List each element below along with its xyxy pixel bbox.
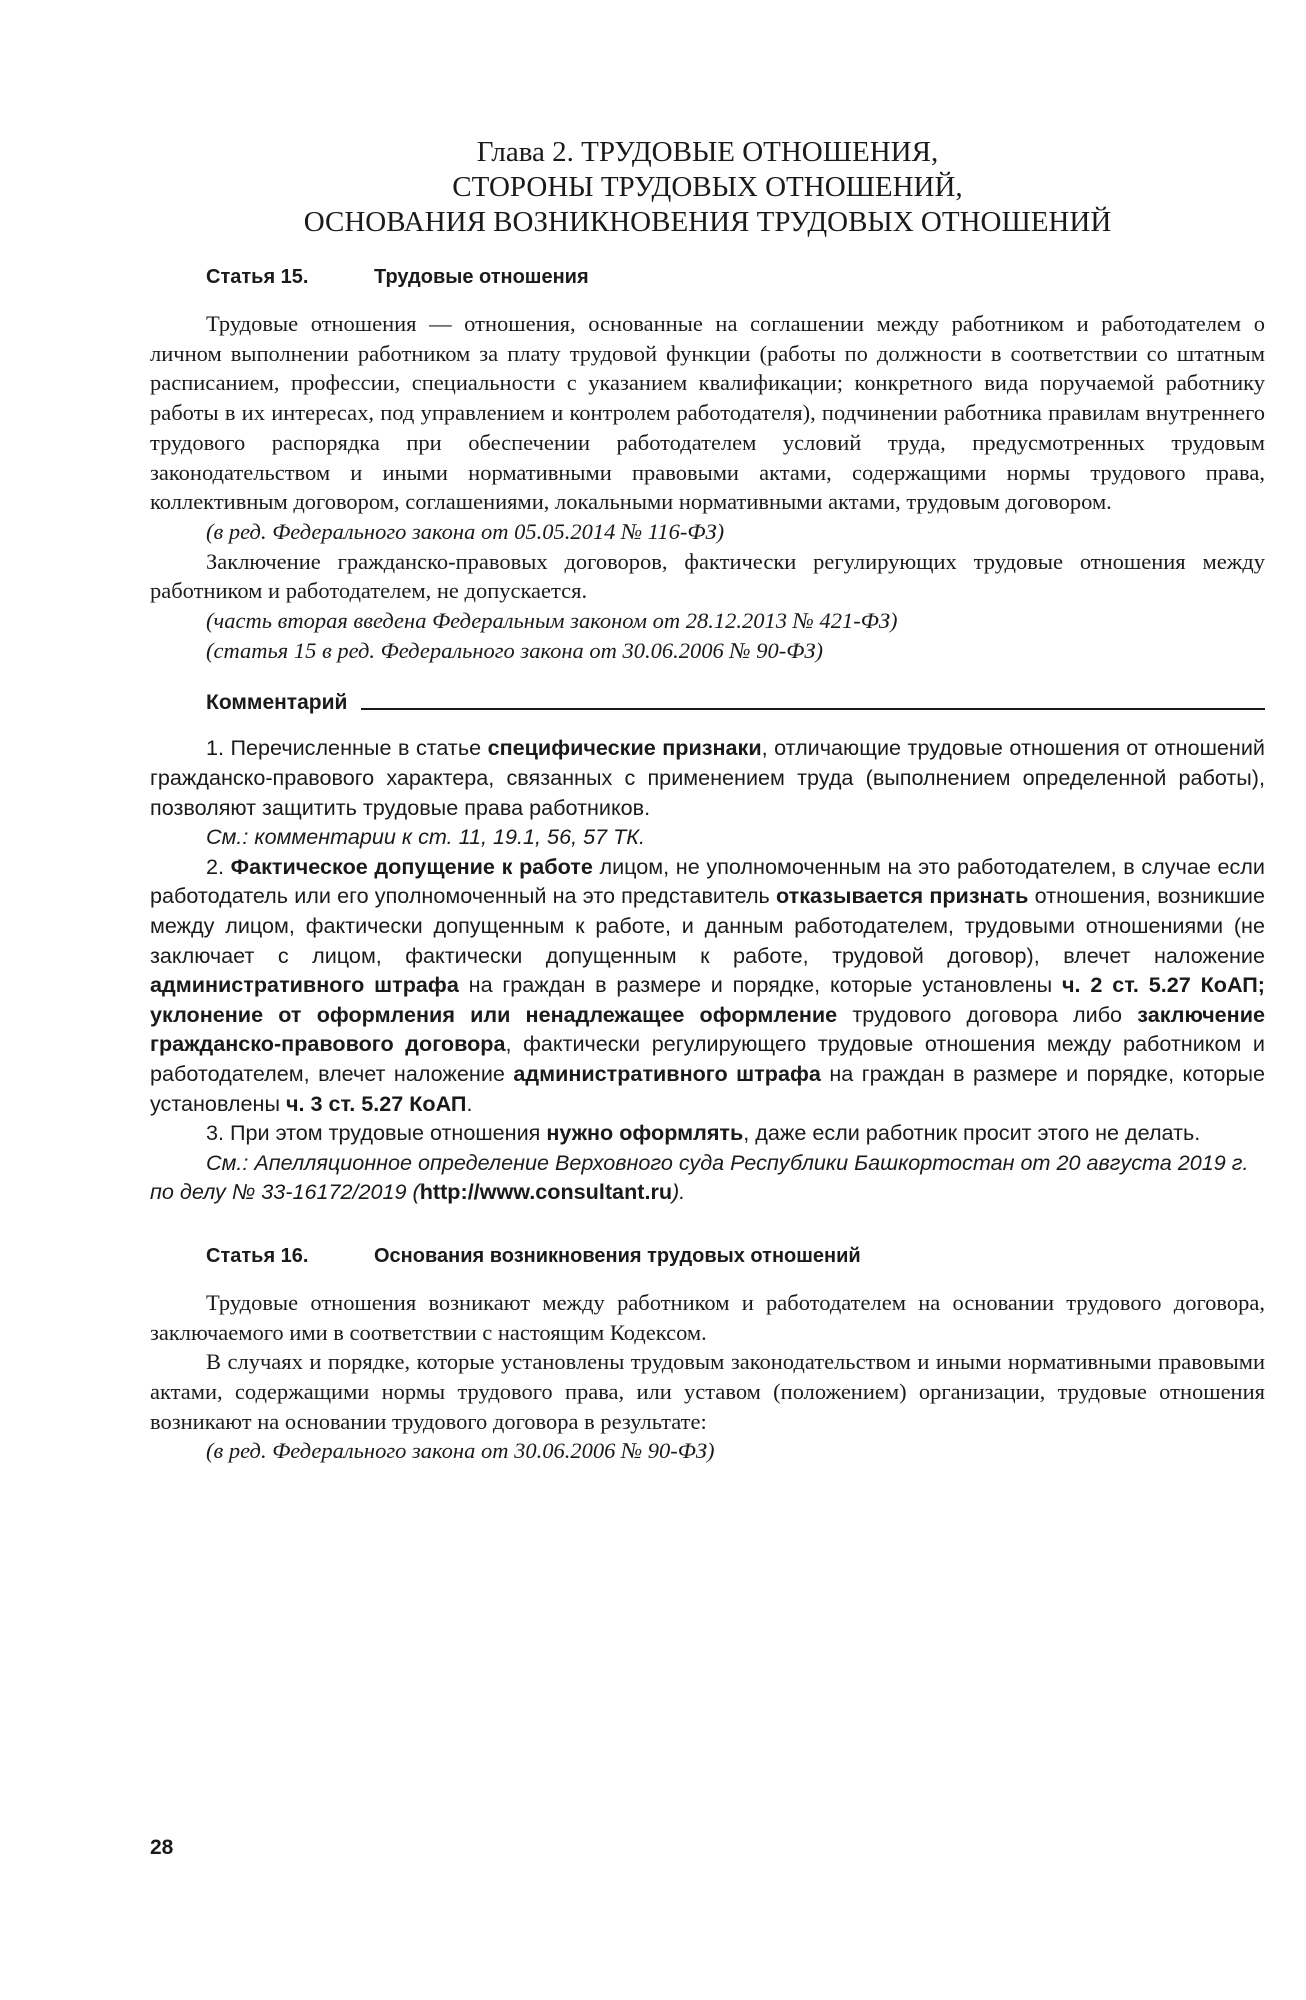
amendment-note: (в ред. Федерального закона от 05.05.2014 № 116-ФЗ)	[206, 518, 725, 544]
text: 3. При этом трудовые отношения	[206, 1120, 547, 1146]
amendment-note: (в ред. Федерального закона от 30.06.2006 № 90-ФЗ)	[206, 1438, 715, 1464]
url-link: http://www.consultant.ru	[419, 1179, 673, 1205]
text: на граждан в размере и порядке, которые установлены	[458, 972, 1063, 998]
commentary-paragraph-3	[150, 1118, 1265, 1148]
page	[150, 100, 1265, 1466]
bold-text: Фактическое допущение к работе	[230, 853, 593, 879]
article-15-paragraph: Заключение гражданско-правовых договоров, фактически регулирующих трудовые отношения между работником и работодателем, не допускается.	[150, 548, 1265, 604]
see-reference	[150, 1148, 1265, 1207]
article-title: Основания возникновения трудовых отношений	[374, 1244, 861, 1267]
text: отношения, возникшие между лицом, фактически допущенным к работе, и данным работодателем, трудовыми отношениями (не заключает с лицом, фактически допущенным к работе, трудовой договор), влечет наложение	[150, 883, 1265, 968]
heading-rule	[361, 708, 1265, 710]
see-reference: См.: комментарии к ст. 11, 19.1, 56, 57 ТК.	[206, 824, 646, 850]
bold-text: нужно оформлять	[546, 1120, 744, 1146]
text: трудового договора либо	[837, 1001, 1138, 1027]
article-15-paragraph: Трудовые отношения — отношения, основанные на соглашении между работником и работодателем о личном выполнении работником за плату трудовой функции (работы по должности в соответствии со штатным расписанием, профессии, специальности с указанием квалификации; конкретного вида поручаемой работнику работы в их интересах, под управлением и контролем работодателя), подчинении работника правилам внутреннего трудового распорядка при обеспечении работодателем условий труда, предусмотренных трудовым законодательством и иными нормативными правовыми актами, содержащими нормы трудового права, коллективным договором, соглашениями, локальными нормативными актами, трудовым договором.	[150, 311, 1265, 515]
text: ).	[672, 1179, 686, 1205]
article-number: Статья 15.	[206, 266, 309, 288]
text: , фактически регулирующего трудовые отношения между работником и работодателем, влечет наложение	[150, 1031, 1265, 1086]
chapter-title-line: ОСНОВАНИЯ ВОЗНИКНОВЕНИЯ ТРУДОВЫХ ОТНОШЕНИЙ	[303, 206, 1112, 238]
bold-text: специфические признаки	[487, 735, 762, 761]
chapter-title	[150, 135, 1265, 240]
commentary-paragraph-2	[150, 852, 1265, 1118]
commentary-title: Комментарий	[206, 691, 348, 715]
article-title: Трудовые отношения	[374, 266, 589, 288]
chapter-title-line: СТОРОНЫ ТРУДОВЫХ ОТНОШЕНИЙ,	[452, 171, 963, 203]
article-16-paragraph: В случаях и порядке, которые установлены трудовым законодательством и иными нормативными правовыми актами, содержащими нормы трудового права, или уставом (положением) организации, трудовые отношения возникают на основании трудового договора в результате:	[150, 1349, 1265, 1434]
text: , даже если работник просит этого не делать.	[743, 1120, 1201, 1146]
bold-text: отказывается признать	[776, 883, 1029, 909]
commentary-paragraph-1	[150, 733, 1265, 822]
page-number: 28	[150, 1836, 174, 1859]
text: .	[466, 1090, 473, 1116]
commentary-heading	[206, 691, 1265, 715]
text: , отличающие трудовые отношения от отношений гражданско-правового характера, связанных с применением труда (выполнением определенной работы), позволяют защитить трудовые права работников.	[150, 735, 1265, 820]
text: 1. Перечисленные в статье	[206, 735, 488, 761]
article-number: Статья 16.	[206, 1244, 309, 1267]
article-15-heading	[206, 266, 1265, 289]
chapter-title-line: Глава 2. ТРУДОВЫЕ ОТНОШЕНИЯ,	[476, 136, 939, 168]
text: на граждан в размере и порядке, которые установлены	[150, 1060, 1265, 1116]
article-16-paragraph: Трудовые отношения возникают между работником и работодателем на основании трудового договора, заключаемого ими в соответствии с настоящим Кодексом.	[150, 1289, 1265, 1345]
text: См.: Апелляционное определение Верховного суда Республики Башкортостан от 20 августа 2019 г. по делу № 33-16172/2019 (	[150, 1149, 1249, 1205]
bold-text: административного штрафа	[513, 1060, 821, 1086]
bold-text: административного штрафа	[150, 972, 459, 998]
amendment-note: (статья 15 в ред. Федерального закона от 30.06.2006 № 90-ФЗ)	[206, 637, 823, 663]
text: 2.	[206, 853, 231, 879]
article-16-heading	[206, 1245, 1265, 1268]
bold-text: ч. 3 ст. 5.27 КоАП	[285, 1090, 467, 1116]
amendment-note: (часть вторая введена Федеральным законом от 28.12.2013 № 421-ФЗ)	[206, 608, 898, 634]
bold-text: заключение гражданско-правового договора	[150, 1001, 1266, 1057]
bold-text: ч. 2 ст. 5.27 КоАП; уклонение от оформления или ненадлежащее оформление	[150, 972, 1265, 1027]
text: лицом, не уполномоченным на это работодателем, в случае если работодатель или его уполномоченный на это представитель	[150, 853, 1265, 909]
